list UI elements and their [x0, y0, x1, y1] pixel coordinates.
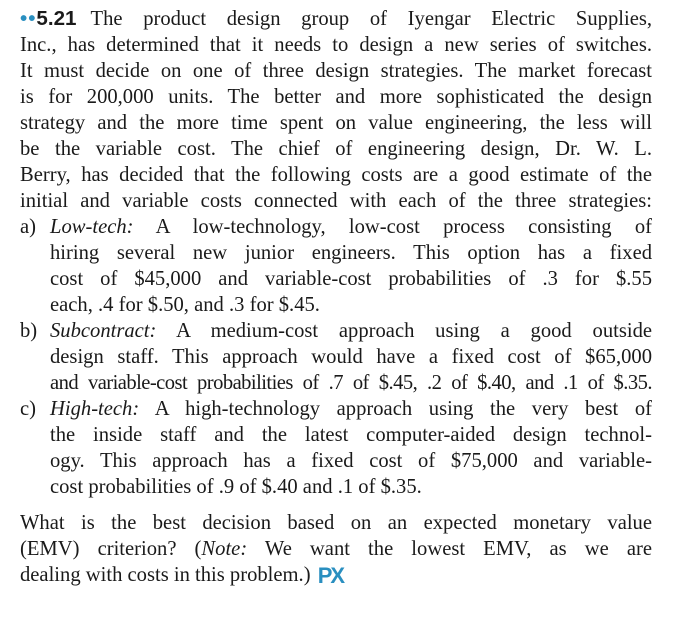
option-label: b)	[20, 320, 38, 342]
option-line: design staff. This approach would have a fixed cost of $65,000	[50, 346, 652, 368]
option-line: hiring several new junior engineers. This option has a fixed	[50, 242, 652, 264]
option-body	[50, 214, 652, 318]
option-title: Subcontract:	[50, 320, 157, 342]
option-body	[50, 396, 652, 500]
intro-line: Berry, has decided that the following costs are a good estimate of the	[20, 164, 652, 186]
option-line: the inside staff and the latest computer-aided design technol-	[50, 424, 652, 446]
intro-line: initial and variable costs connected with each of the three strategies:	[20, 190, 652, 212]
question-line	[20, 562, 652, 589]
question-text: (EMV) criterion? (	[20, 538, 202, 560]
option-line: each, .4 for $.50, and .3 for $.45.	[50, 294, 320, 316]
intro-line: The product design group of Iyengar Electric Supplies,	[90, 8, 652, 30]
option-label: c)	[20, 398, 36, 420]
option-line-text: A medium-cost approach using a good outside	[176, 320, 653, 342]
problem-text	[20, 6, 652, 589]
question-line: What is the best decision based on an expected monetary value	[20, 512, 652, 534]
option-line: ogy. This approach has a fixed cost of $75,000 and variable-	[50, 450, 652, 472]
option-line: cost probabilities of .9 of $.40 and .1 of $.35.	[50, 476, 422, 498]
problem-line-1	[20, 6, 652, 32]
question-text: We want the lowest EMV, as we are	[247, 538, 653, 560]
option-line-text: A low-technology, low-cost process consisting of	[155, 216, 652, 238]
option-high-tech	[20, 396, 652, 500]
option-line-text: A high-technology approach using the very best of	[154, 398, 652, 420]
option-low-tech	[20, 214, 652, 318]
problem-number: 5.21	[36, 7, 77, 30]
option-subcontract	[20, 318, 652, 396]
question	[20, 510, 652, 589]
option-body	[50, 318, 652, 396]
question-line	[20, 536, 652, 562]
note-label: Note:	[201, 538, 248, 560]
option-title: High-tech:	[50, 398, 140, 420]
option-line	[50, 214, 652, 240]
option-line: cost of $45,000 and variable-cost probabilities of .3 for $.55	[50, 268, 652, 290]
intro-line: be the variable cost. The chief of engineering design, Dr. W. L.	[20, 138, 652, 160]
intro-line: Inc., has determined that it needs to design a new series of switches.	[20, 34, 652, 56]
px-icon: PX	[317, 563, 344, 588]
intro-line: is for 200,000 units. The better and more sophisticated the design	[20, 86, 652, 108]
option-line: and variable-cost probabilities of .7 of $.45, .2 of $.40, and .1 of $.35.	[50, 372, 652, 394]
option-label: a)	[20, 216, 36, 238]
difficulty-dots: ••	[20, 7, 37, 30]
intro-line: It must decide on one of three design strategies. The market forecast	[20, 60, 652, 82]
intro-line: strategy and the more time spent on value engineering, the less will	[20, 112, 652, 134]
option-line	[50, 318, 652, 344]
option-line	[50, 396, 652, 422]
question-text: dealing with costs in this problem.)	[20, 564, 311, 586]
option-title: Low-tech:	[50, 216, 134, 238]
